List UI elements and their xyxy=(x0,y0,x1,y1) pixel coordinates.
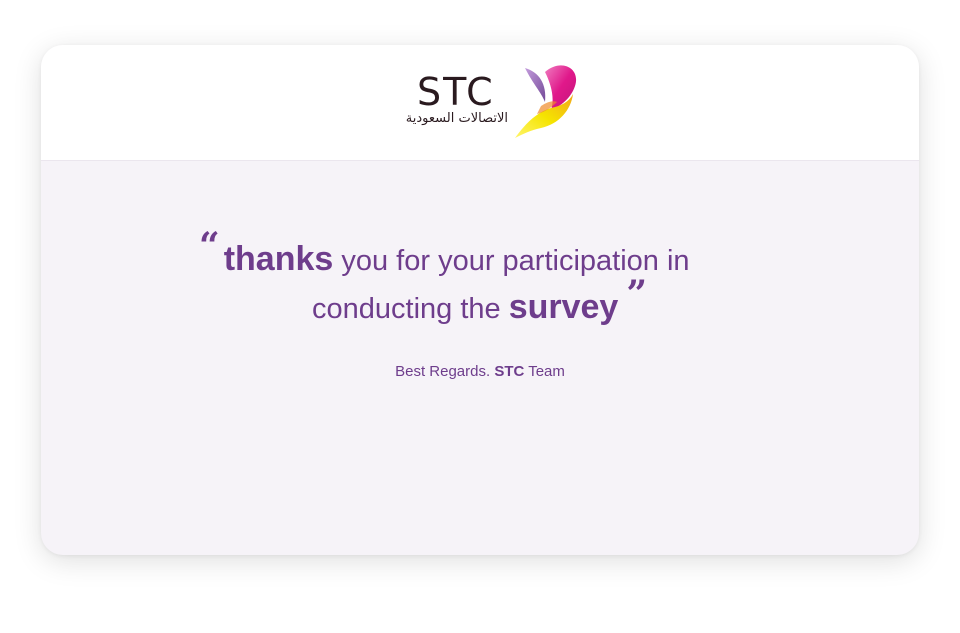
signature xyxy=(41,363,919,380)
message-line-1-text: you for your participation in xyxy=(333,245,690,277)
survey-thanks-card xyxy=(41,45,919,555)
message-emphasis-thanks: thanks xyxy=(223,240,334,278)
logo-arabic-name: الاتصالات السعودية xyxy=(405,111,508,126)
stc-logo xyxy=(386,62,586,142)
open-quote-mark: “ xyxy=(199,225,220,267)
signature-suffix: Team xyxy=(524,363,565,380)
close-quote-mark: ” xyxy=(626,273,648,315)
signature-team-name: STC xyxy=(494,363,525,380)
message-line-2 xyxy=(312,273,648,326)
stc-bird-icon xyxy=(511,62,581,142)
card-header xyxy=(41,45,919,161)
message-line-2-text: conducting the xyxy=(312,293,509,325)
message-line-1 xyxy=(199,225,690,278)
logo-wordmark: STC xyxy=(417,70,495,114)
message-emphasis-survey: survey xyxy=(508,288,619,326)
signature-prefix: Best Regards. xyxy=(395,363,495,380)
